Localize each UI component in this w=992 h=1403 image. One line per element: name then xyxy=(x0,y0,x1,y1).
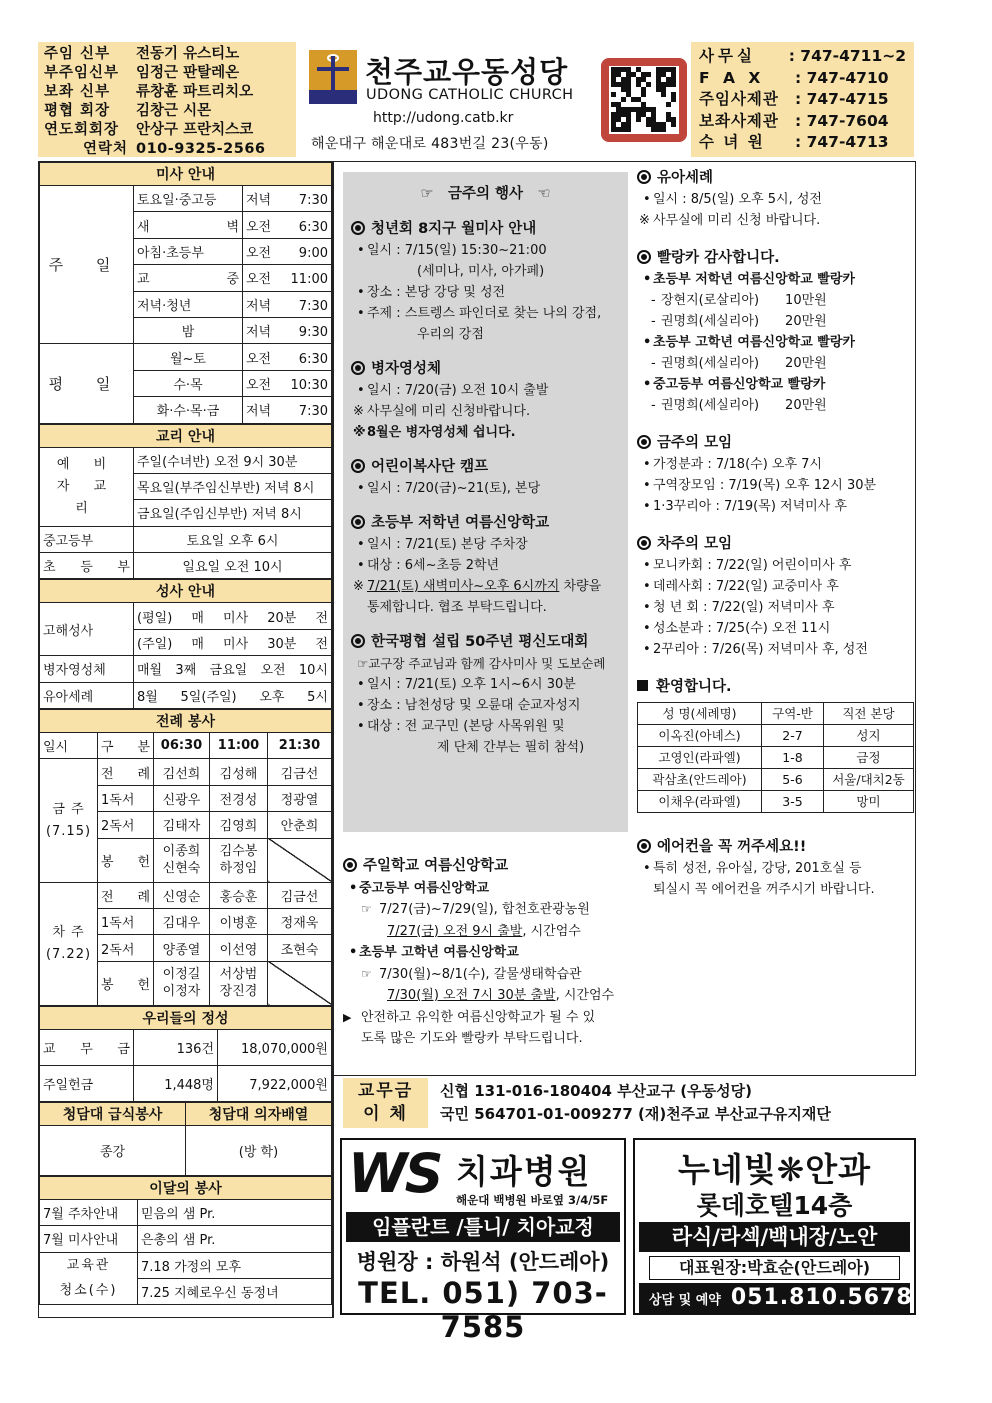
baptism-section: 유아세례 xyxy=(637,168,917,189)
table-row: 이옥진(아녜스) 2-7 성지 xyxy=(638,725,914,747)
monthly-service-table: 이달의 봉사 7월 주차안내 믿음의 샘 Pr. 7월 미사안내 은총의 샘 Pr. 교육관 청소(수) 7.18 가정의 모후 7.25 지혜로우신 동정녀 xyxy=(39,1176,332,1306)
meetings-section: 금주의 모임 xyxy=(637,433,917,454)
palanca-section: 빨랑카 감사합니다. xyxy=(637,248,917,269)
bullet-icon xyxy=(343,858,357,872)
offering-title: 우리들의 정성 xyxy=(40,1006,332,1029)
table-row: 곽삼초(안드레아) 5-6 서울/대치2동 xyxy=(638,769,914,791)
event-sick-communion: 병자영성체 xyxy=(351,359,620,380)
qr-code-icon xyxy=(601,58,687,142)
next-meetings-section: 차주의 모임 xyxy=(637,534,917,555)
bullet-icon xyxy=(351,459,365,473)
staff-list xyxy=(38,42,296,157)
service-table: 청담대 급식봉사 청담대 의자배열 종강 (방 학) xyxy=(39,1102,332,1176)
staff-row: 평협 회장 김창근 시몬 xyxy=(44,103,212,119)
bullet-icon xyxy=(351,634,365,648)
event-summer-school: 초등부 저학년 여름신앙학교 xyxy=(351,513,620,534)
sacrament-table: 성사 안내 고해성사 (평일) 매 미사 20분 전 (주일) 매 미사 30분 전 병자영성체 매월 3째 금요일 오전 10시 유아세례 8월 5일(주일) 오후 5시 xyxy=(39,579,332,709)
staff-row: 연도회회장 안상구 프란치스코 xyxy=(44,122,254,138)
contact-row: 연락처 010-9325-2566 xyxy=(82,141,266,157)
sunday-label: 주 일 xyxy=(40,186,134,344)
aircon-section: 에어컨을 꼭 꺼주세요!! xyxy=(637,837,917,858)
mass-title: 미사 안내 xyxy=(40,163,332,186)
sunday-school: 주일학교 여름신앙학교 • 중고등부 여름신앙학교 ☞ 7/27(금)~7/29(일), 합천호관광농원 7/27(금) 오전 9시 출발, 시간엄수 • 초등부 고학년 여름신앙학교 ☞ 7/30(월)~8/1(수), 갈물생태학습관 7/30(월) 오전 7시 30분 출발, 시간엄수 ▶ 안전하고 유익한 여름신앙학교가 될 수 있 도록 많은 기도와 빨랑카 부탁드립니다. xyxy=(343,856,633,1050)
church-name: 천주교우동성당 xyxy=(365,55,569,89)
weekly-events-title: ☞ 금주의 행사 ☜ xyxy=(420,186,551,202)
liturgy-table: 전례 봉사 일시 구 분 06:30 11:00 21:30 금 주 (7.15) 전 례 김선희 김성해 김금선 1독서 신광우 전경성 정광열 2독서 김태자 김영희 안춘희 봉 헌 이종희 신현숙 김수봉 하정임 차 주 (7.22) 전 례 신영순 홍승훈 김금선 1독서 김대우 이병훈 정재욱 2독서 양종열 이선영 조현숙 봉 헌 이정길 이정자 서상범 장진경 xyxy=(39,709,332,1006)
empty-cell xyxy=(268,838,332,882)
catechism-table: 교리 안내 예 비 자 교 리 주일(수녀반) 오전 9시 30분 목요일(부주임신부반) 저녁 8시 금요일(주임신부반) 저녁 8시 중고등부 토요일 오후 6시 초 등 부 일요일 오전 10시 xyxy=(39,424,332,580)
phone-row: 사무실 : 747-4711~2 xyxy=(699,47,906,65)
bullet-icon xyxy=(637,250,651,264)
event-altar-camp: 어린이복사단 캠프 xyxy=(351,457,620,478)
phone-row: 보좌사제관 : 747-7604 xyxy=(699,111,889,130)
phone-row: 주임사제관 : 747-4715 xyxy=(699,90,889,108)
ad-dental-clinic: WS 치과병원 해운대 백병원 바로옆 3/4/5F 임플란트 /틀니/ 치아교정 병원장 : 하원석 (안드레아) TEL. 051) 703-7585 xyxy=(340,1138,626,1315)
offering-table: 우리들의 정성 교 무 금 136건 18,070,000원 주일헌금 1,448명 7,922,000원 xyxy=(39,1006,332,1102)
liturgy-title: 전례 봉사 xyxy=(40,710,332,733)
bank-transfer xyxy=(343,1078,915,1128)
staff-row: 부주임신부 임정근 판탈레온 xyxy=(44,65,240,81)
staff-row: 보좌 신부 류창훈 파트리치오 xyxy=(44,84,254,100)
bullet-icon xyxy=(637,170,651,184)
phone-row: 수 녀 원 : 747-4713 xyxy=(699,133,889,151)
bullet-icon xyxy=(637,839,651,853)
church-url[interactable]: http://udong.catb.kr xyxy=(373,110,514,126)
right-column: 유아세례 • 일시 : 8/5(일) 오후 5시, 성전 ※ 사무실에 미리 신청 바랍니다. 빨랑카 감사합니다. • 초등부 저학년 여름신앙학교 빨랑카 - 장현지(로살리아) 10만원 - 권명희(세실리아) 20만원 • 초등부 고학년 여름신앙학교 빨랑카 - 권명희(세실리아) 20만원 • 중고등부 여름신앙학교 빨랑카 - 권명희(세실리아) 20만원 금주의 모임 • 가정분과 : 7/18(수) 오후 7시 • 구역장모임 : 7/19(목) 오후 12시 30분 • 1·3꾸리아 : 7/19(목) 저녁미사 후 차주의 모임 • 모니카회 : 7/22(일) 어린이미사 후 • 데레사회 : 7/22(일) 교중미사 후 • 청 년 회 : 7/22(일) 저녁미사 후 • 성소분과 : 7/25(수) 오전 11시 • 2꾸리아 : 7/26(목) 저녁미사 후, 성전 환영합니다. 성 명(세례명) 구역-반 직전 본당 이옥진(아녜스) 2-7 성지 고영인(라파엘) 1-8 금정 곽삼초(안드레아) 5-6 서울/대치2동 이채우(라파엘) 3-5 망미 에어컨을 꼭 꺼주세요!! • 특히 성전, 유아실, 강당, 201호실 등 퇴실시 꼭 에어컨을 꺼주시기 바랍니다. xyxy=(637,168,917,900)
bullet-icon xyxy=(637,536,651,550)
table-row: 이채우(라파엘) 3-5 망미 xyxy=(638,791,914,813)
ad-eye-clinic: 누네빛❋안과 롯데호텔14층 라식/라섹/백내장/노안 대표원장:박효순(안드레아) 상담 및 예약 051.810.5678 xyxy=(633,1138,916,1315)
church-address: 해운대구 해운대로 483번길 23(우동) xyxy=(311,136,549,152)
bullet-icon xyxy=(351,361,365,375)
mass-table: 미사 안내 주 일 토요일·중고등 저녁 7:30 새 벽 오전 6:30 아침·초등부 오전 9:00 교 중 오전 11:00 저녁·청년 저녁 7:30 밤 저녁 9:30 평 일 월~토 오전 6:30 수·목 오전 10:30 화·수·목·금 저녁 7:30 xyxy=(39,162,332,424)
empty-cell xyxy=(268,961,332,1005)
staff-row: 주임 신부 전동기 유스티노 xyxy=(44,46,240,62)
table-row: 고영인(라파엘) 1-8 금정 xyxy=(638,747,914,769)
ws-logo: WS xyxy=(348,1142,441,1205)
bank-account-2: 국민 564701-01-009277 (재)천주교 부산교구유지재단 xyxy=(440,1105,831,1123)
left-column xyxy=(38,161,333,1318)
phone-row: F A X : 747-4710 xyxy=(699,68,889,87)
monthly-service-title: 이달의 봉사 xyxy=(40,1176,332,1199)
welcome-section: 환영합니다. xyxy=(637,677,917,698)
bank-label: 교무금 이 체 xyxy=(343,1078,428,1128)
welcome-table: 성 명(세례명) 구역-반 직전 본당 이옥진(아녜스) 2-7 성지 고영인(라파엘) 1-8 금정 곽삼초(안드레아) 5-6 서울/대치2동 이채우(라파엘) 3-5 망미 xyxy=(637,702,914,813)
church-name-english: UDONG CATHOLIC CHURCH xyxy=(366,87,574,103)
event-youth: 청년회 8지구 월미사 안내 xyxy=(351,219,620,240)
event-peace-convention: 한국평협 설립 50주년 평신도대회 xyxy=(351,632,620,653)
bullet-icon xyxy=(637,435,651,449)
bank-account-1: 신협 131-016-180404 부산교구 (우동성당) xyxy=(440,1082,752,1100)
church-logo-icon xyxy=(309,50,357,104)
bullet-icon xyxy=(351,221,365,235)
weekday-label: 평 일 xyxy=(40,344,134,423)
phone-list xyxy=(691,42,914,157)
sacrament-title: 성사 안내 xyxy=(40,580,332,603)
catechism-title: 교리 안내 xyxy=(40,424,332,447)
square-bullet-icon xyxy=(637,680,648,691)
weekly-events: ☞ 금주의 행사 ☜ 청년회 8지구 월미사 안내 • 일시 : 7/15(일) 15:30~21:00 (세미나, 미사, 아가페) • 장소 : 본당 강당 및 성전 • 주제 : 스트렝스 파인더로 찾는 나의 강점, 우리의 강점 병자영성체 • 일시 : 7/20(금) 오전 10시 출발 ※ 사무실에 미리 신청바랍니다. ※ 8월은 병자영성체 쉽니다. 어린이복사단 캠프 • 일시 : 7/20(금)~21(토), 본당 초등부 저학년 여름신앙학교 • 일시 : 7/21(토) 본당 주차장 • 대상 : 6세~초등 2학년 ※ 7/21(토) 새벽미사~오후 6시까지 차량을 통제합니다. 협조 부탁드립니다. 한국평협 설립 50주년 평신도대회 ☞교구장 주교님과 함께 감사미사 및 도보순례 • 일시 : 7/21(토) 오후 1시~6시 30분 • 장소 : 남천성당 및 오륜대 순교자성지 • 대상 : 전 교구민 (본당 사목위원 및 제 단체 간부는 필히 참석) xyxy=(343,172,628,832)
bullet-icon xyxy=(351,515,365,529)
